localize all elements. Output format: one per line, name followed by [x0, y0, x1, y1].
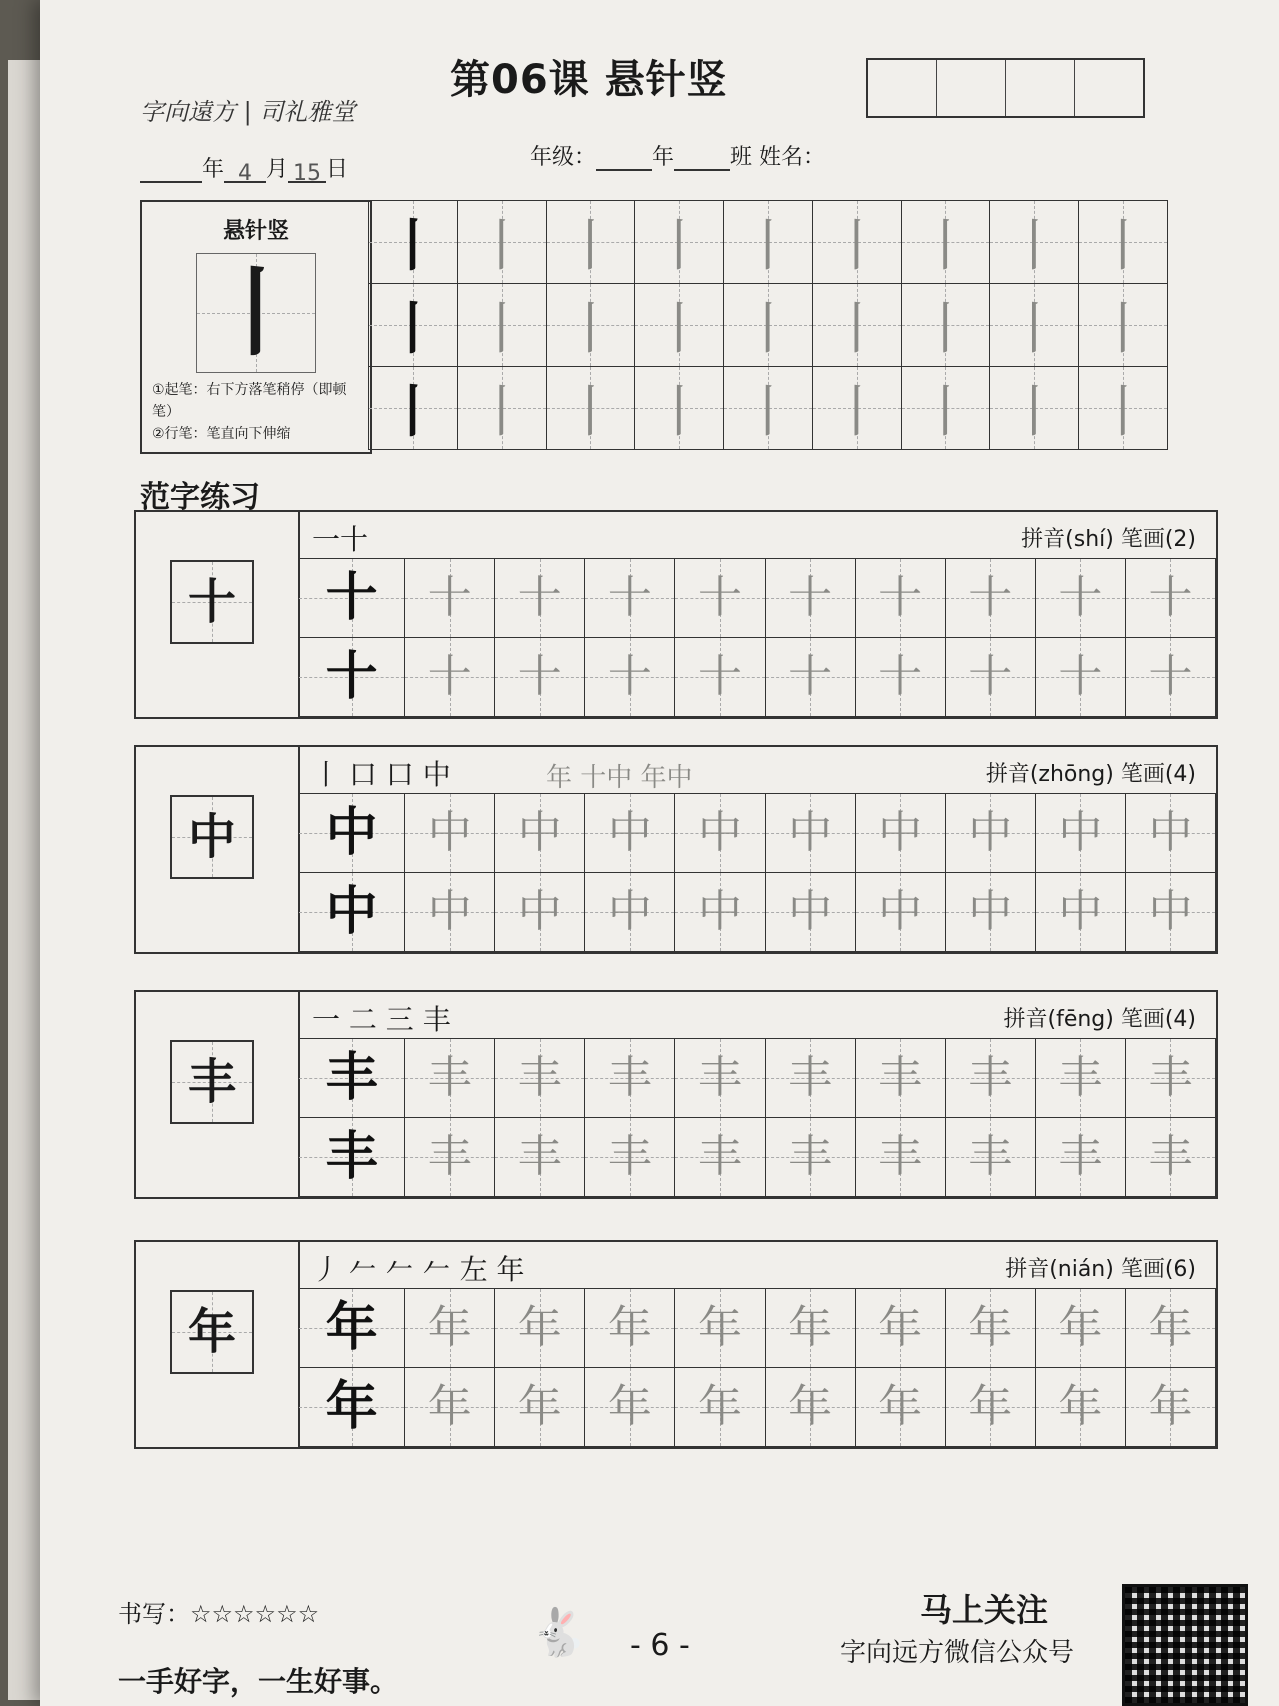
- handwritten-note: 年 十中 年中: [546, 763, 693, 793]
- practice-cell[interactable]: 丰: [1035, 1118, 1125, 1197]
- stroke-practice-cell[interactable]: 丨: [901, 284, 990, 367]
- model-character: 中: [170, 795, 254, 879]
- practice-cell[interactable]: 年: [405, 1289, 495, 1368]
- practice-cell[interactable]: 丰: [1125, 1118, 1215, 1197]
- practice-cell[interactable]: 十: [495, 559, 585, 638]
- stroke-practice-cell[interactable]: 丨: [546, 367, 635, 450]
- practice-cell[interactable]: 丰: [855, 1039, 945, 1118]
- model-character-cell: 中: [299, 873, 405, 952]
- page-number: - 6 -: [630, 1628, 690, 1663]
- practice-cell[interactable]: 中: [495, 873, 585, 952]
- practice-cell[interactable]: 十: [585, 638, 675, 717]
- grade-class-name-line[interactable]: 年级： 年 班 姓名：: [530, 145, 826, 170]
- stroke-practice-cell[interactable]: 丨: [812, 367, 901, 450]
- practice-cell[interactable]: 十: [855, 559, 945, 638]
- practice-cell[interactable]: 中: [1125, 794, 1215, 873]
- stroke-practice-cell[interactable]: 丨: [812, 201, 901, 284]
- practice-cell[interactable]: 丰: [765, 1118, 855, 1197]
- rabbit-icon: 🐇: [530, 1605, 588, 1659]
- model-character-cell: 年: [299, 1289, 405, 1368]
- practice-cell[interactable]: 年: [855, 1368, 945, 1447]
- practice-cell[interactable]: 年: [585, 1368, 675, 1447]
- stroke-practice-cell[interactable]: 丨: [1079, 201, 1168, 284]
- practice-cell[interactable]: 十: [855, 638, 945, 717]
- practice-cell[interactable]: 中: [1035, 794, 1125, 873]
- practice-cell[interactable]: 中: [855, 794, 945, 873]
- practice-cell[interactable]: 年: [765, 1289, 855, 1368]
- character-practice-grid[interactable]: [298, 793, 1216, 952]
- practice-cell[interactable]: 丰: [405, 1039, 495, 1118]
- publisher-logo: 字向遠方 | 司礼雅堂: [140, 98, 356, 126]
- model-stroke-cell: 丨: [369, 201, 458, 284]
- practice-cell[interactable]: 中: [585, 873, 675, 952]
- stroke-order: 一十: [312, 523, 369, 556]
- model-character: 丰: [170, 1040, 254, 1124]
- stroke-practice-cell[interactable]: 丨: [457, 201, 546, 284]
- stroke-practice-cell[interactable]: 丨: [1079, 367, 1168, 450]
- practice-cell[interactable]: 年: [1035, 1368, 1125, 1447]
- practice-cell[interactable]: 十: [1035, 638, 1125, 717]
- stroke-demo-panel: [140, 200, 372, 454]
- practice-cell[interactable]: 中: [765, 873, 855, 952]
- model-character-cell: 十: [299, 638, 405, 717]
- stroke-practice-cell[interactable]: 丨: [546, 201, 635, 284]
- writing-rating[interactable]: 书写：☆☆☆☆☆☆: [118, 1600, 320, 1628]
- practice-cell[interactable]: 丰: [405, 1118, 495, 1197]
- practice-cell[interactable]: 十: [585, 559, 675, 638]
- practice-cell[interactable]: 年: [495, 1289, 585, 1368]
- model-character-cell: 中: [299, 794, 405, 873]
- practice-cell[interactable]: 中: [405, 794, 495, 873]
- model-character-cell: 年: [299, 1368, 405, 1447]
- model-character-cell: 十: [299, 559, 405, 638]
- stroke-practice-cell[interactable]: 丨: [724, 367, 813, 450]
- worksheet-page: [40, 0, 1279, 1706]
- practice-cell[interactable]: 年: [1035, 1289, 1125, 1368]
- practice-cell[interactable]: 丰: [585, 1118, 675, 1197]
- slogan: 一手好字，一生好事。: [118, 1665, 399, 1698]
- practice-cell[interactable]: 十: [495, 638, 585, 717]
- practice-cell[interactable]: 年: [675, 1368, 765, 1447]
- stroke-practice-cell[interactable]: 丨: [901, 201, 990, 284]
- pinyin-strokes-info: 拼音(zhōng) 笔画(4): [985, 762, 1196, 787]
- stroke-order: 一 二 三 丰: [312, 1003, 451, 1036]
- practice-cell[interactable]: 丰: [495, 1118, 585, 1197]
- stroke-practice-cell[interactable]: 丨: [901, 367, 990, 450]
- stroke-practice-cell[interactable]: 丨: [990, 284, 1079, 367]
- practice-cell[interactable]: 十: [945, 638, 1035, 717]
- stroke-practice-cell[interactable]: 丨: [990, 201, 1079, 284]
- model-stroke-cell: 丨: [369, 367, 458, 450]
- date-line[interactable]: 年 4 月 15 日: [140, 152, 348, 183]
- practice-cell[interactable]: 丰: [675, 1118, 765, 1197]
- practice-cell[interactable]: 中: [675, 873, 765, 952]
- stroke-practice-cell[interactable]: 丨: [812, 284, 901, 367]
- character-block: [134, 990, 1218, 1199]
- practice-cell[interactable]: 中: [675, 794, 765, 873]
- stroke-practice-cell[interactable]: 丨: [546, 284, 635, 367]
- model-character-cell: 丰: [299, 1118, 405, 1197]
- practice-cell[interactable]: 十: [765, 638, 855, 717]
- character-block: [134, 1240, 1218, 1449]
- practice-cell[interactable]: 丰: [945, 1118, 1035, 1197]
- pinyin-strokes-info: 拼音(shí) 笔画(2): [1021, 527, 1196, 552]
- practice-cell[interactable]: 年: [855, 1289, 945, 1368]
- practice-cell[interactable]: 中: [945, 873, 1035, 952]
- pinyin-strokes-info: 拼音(fēng) 笔画(4): [1003, 1007, 1196, 1032]
- practice-cell[interactable]: 中: [1035, 873, 1125, 952]
- stroke-practice-grid[interactable]: [368, 200, 1168, 450]
- stroke-practice-cell[interactable]: 丨: [990, 367, 1079, 450]
- character-practice-grid[interactable]: [298, 1288, 1216, 1447]
- name-boxes[interactable]: [866, 58, 1145, 118]
- stroke-practice-cell[interactable]: 丨: [635, 367, 724, 450]
- character-block: [134, 745, 1218, 954]
- wechat-account: 字向远方微信公众号: [840, 1638, 1075, 1668]
- stroke-practice-cell[interactable]: 丨: [635, 284, 724, 367]
- practice-cell[interactable]: 年: [765, 1368, 855, 1447]
- practice-cell[interactable]: 十: [405, 638, 495, 717]
- practice-cell[interactable]: 年: [945, 1289, 1035, 1368]
- stroke-practice-cell[interactable]: 丨: [457, 367, 546, 450]
- practice-cell[interactable]: 丰: [495, 1039, 585, 1118]
- practice-cell[interactable]: 十: [405, 559, 495, 638]
- stroke-practice-cell[interactable]: 丨: [724, 201, 813, 284]
- practice-cell[interactable]: 年: [405, 1368, 495, 1447]
- practice-cell[interactable]: 年: [675, 1289, 765, 1368]
- practice-cell[interactable]: 中: [855, 873, 945, 952]
- practice-cell[interactable]: 十: [1125, 559, 1215, 638]
- practice-cell[interactable]: 年: [1125, 1289, 1215, 1368]
- stroke-order: 丿 𠂉 𠂉 𠂉 左 年: [312, 1253, 525, 1286]
- model-character-cell: 丰: [299, 1039, 405, 1118]
- model-character: 十: [170, 560, 254, 644]
- practice-cell[interactable]: 丰: [585, 1039, 675, 1118]
- stroke-note-2: ②行笔：笔直向下伸缩: [152, 426, 291, 442]
- practice-cell[interactable]: 丰: [765, 1039, 855, 1118]
- practice-cell[interactable]: 中: [495, 794, 585, 873]
- practice-cell[interactable]: 年: [585, 1289, 675, 1368]
- practice-cell[interactable]: 丰: [1035, 1039, 1125, 1118]
- character-practice-grid[interactable]: [298, 1038, 1216, 1197]
- stroke-note-1: ①起笔：右下方落笔稍停（即顿笔）: [152, 382, 347, 420]
- practice-cell[interactable]: 丰: [1125, 1039, 1215, 1118]
- stroke-practice-cell[interactable]: 丨: [635, 201, 724, 284]
- practice-cell[interactable]: 十: [675, 559, 765, 638]
- practice-cell[interactable]: 中: [765, 794, 855, 873]
- practice-cell[interactable]: 十: [1035, 559, 1125, 638]
- stroke-practice-cell[interactable]: 丨: [457, 284, 546, 367]
- practice-cell[interactable]: 十: [765, 559, 855, 638]
- practice-cell[interactable]: 中: [945, 794, 1035, 873]
- character-block: [134, 510, 1218, 719]
- practice-cell[interactable]: 中: [1125, 873, 1215, 952]
- stroke-practice-cell[interactable]: 丨: [1079, 284, 1168, 367]
- stroke-practice-cell[interactable]: 丨: [724, 284, 813, 367]
- practice-cell[interactable]: 丰: [675, 1039, 765, 1118]
- pinyin-strokes-info: 拼音(nián) 笔画(6): [1005, 1257, 1196, 1282]
- stroke-demo-glyph: 丨: [196, 253, 316, 373]
- qr-code[interactable]: [1122, 1584, 1248, 1706]
- stroke-order: 丨 口 口 中: [312, 758, 451, 791]
- practice-cell[interactable]: 中: [405, 873, 495, 952]
- practice-cell[interactable]: 年: [495, 1368, 585, 1447]
- section-title: 范字练习: [140, 480, 260, 515]
- practice-cell[interactable]: 中: [585, 794, 675, 873]
- stroke-name: 悬针竖: [222, 219, 289, 244]
- practice-cell[interactable]: 丰: [945, 1039, 1035, 1118]
- model-stroke-cell: 丨: [369, 284, 458, 367]
- practice-cell[interactable]: 十: [675, 638, 765, 717]
- practice-cell[interactable]: 年: [945, 1368, 1035, 1447]
- rating-stars: ☆☆☆☆☆☆: [190, 1600, 320, 1628]
- practice-cell[interactable]: 丰: [855, 1118, 945, 1197]
- follow-label: 马上关注: [920, 1591, 1049, 1629]
- practice-cell[interactable]: 十: [1125, 638, 1215, 717]
- page-title: 第06课 悬针竖: [450, 57, 728, 103]
- model-character: 年: [170, 1290, 254, 1374]
- character-practice-grid[interactable]: [298, 558, 1216, 717]
- practice-cell[interactable]: 年: [1125, 1368, 1215, 1447]
- practice-cell[interactable]: 十: [945, 559, 1035, 638]
